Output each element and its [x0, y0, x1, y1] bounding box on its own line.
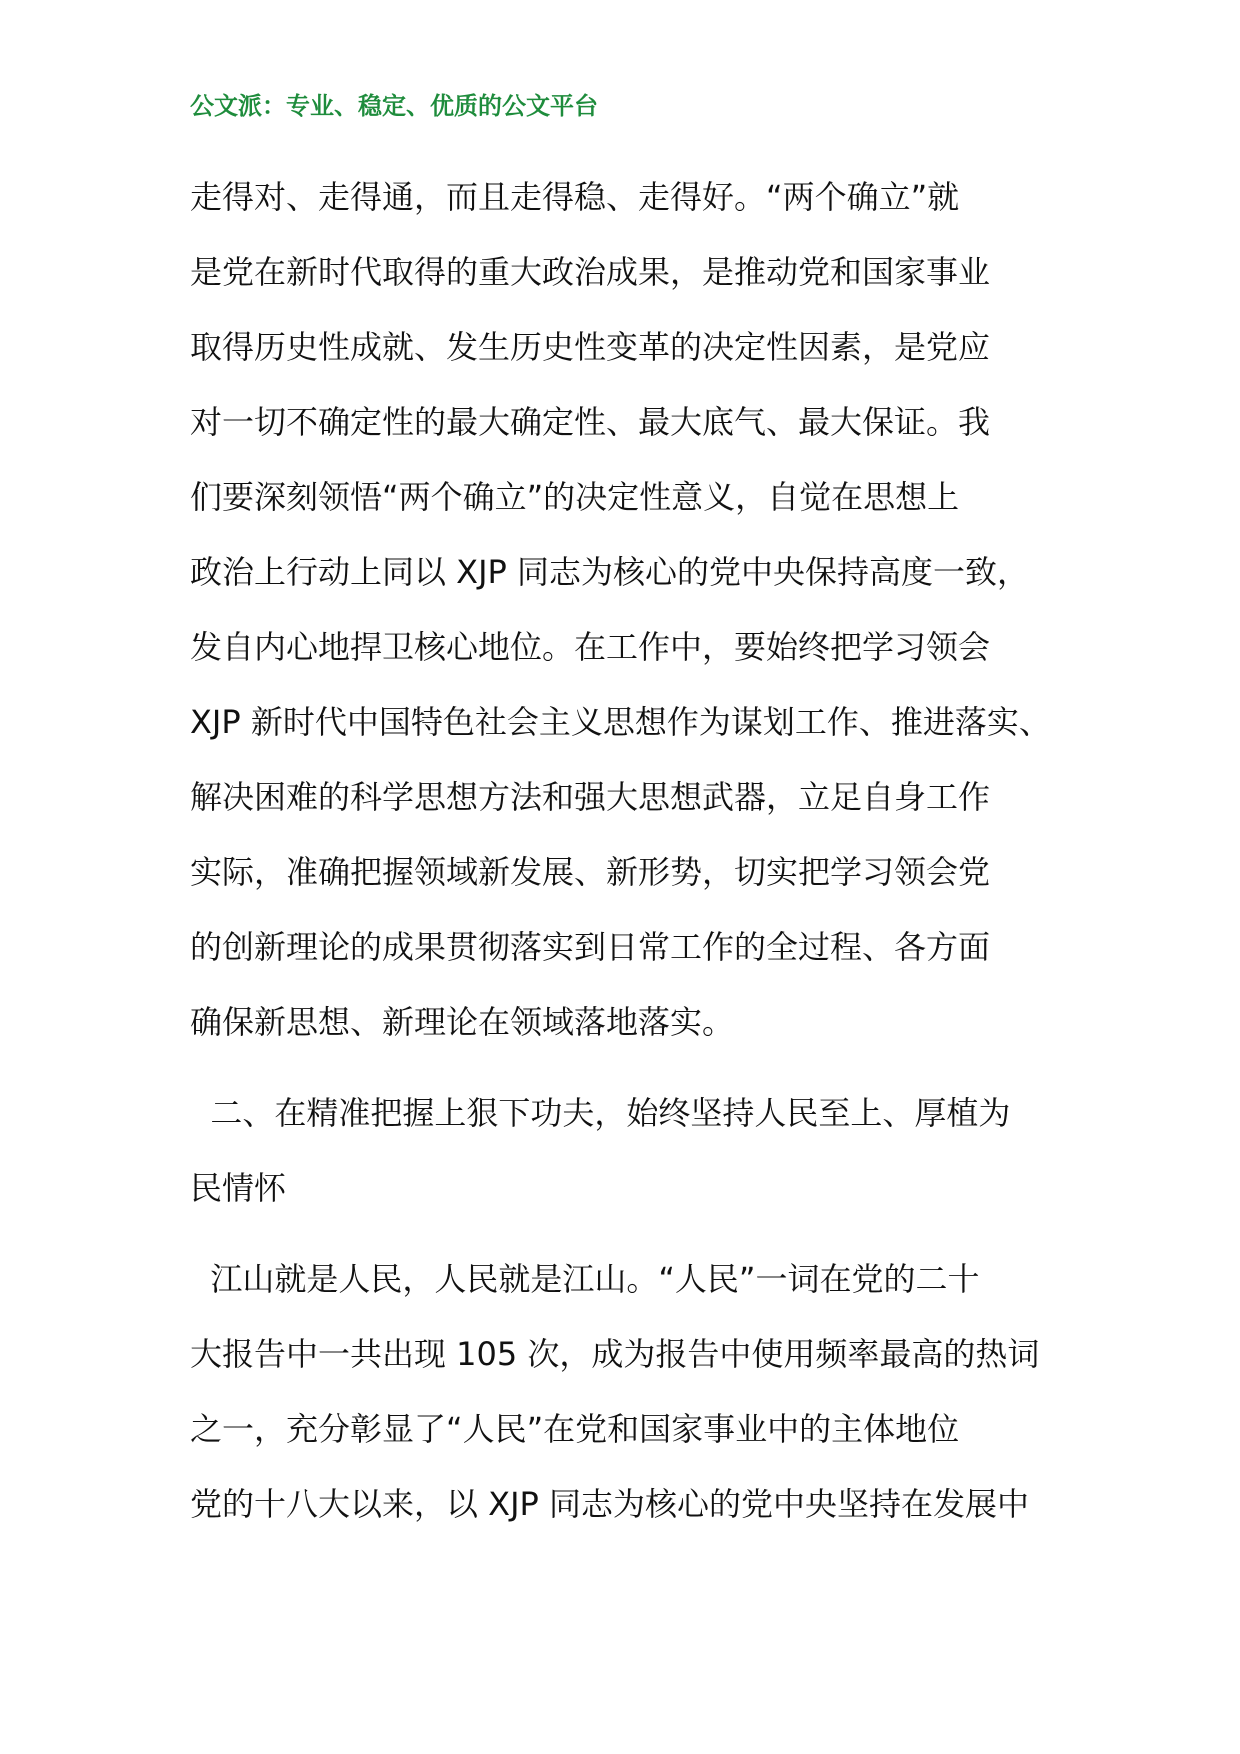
- heading-line: 民情怀: [190, 1169, 287, 1207]
- text-line: 确保新思想、新理论在领域落地落实。: [190, 1003, 735, 1041]
- text-line: 政治上行动上同以 XJP 同志为核心的党中央保持高度一致，: [190, 553, 1030, 591]
- text-line: 发自内心地捍卫核心地位。在工作中，要始终把学习领会: [190, 628, 991, 666]
- text-line: 实际，准确把握领域新发展、新形势，切实把学习领会党: [190, 853, 991, 891]
- section-heading: [190, 1076, 1090, 1226]
- text-line: XJP 新时代中国特色社会主义思想作为谋划工作、推进落实、: [190, 703, 1051, 741]
- paragraph-spacing: [190, 1060, 1090, 1076]
- text-line: 江山就是人民，人民就是江山。“人民”一词在党的二十: [190, 1260, 980, 1298]
- text-line: 走得对、走得通，而且走得稳、走得好。“两个确立”就: [190, 178, 960, 216]
- text-line: 对一切不确定性的最大确定性、最大底气、最大保证。我: [190, 403, 991, 441]
- text-line: 们要深刻领悟“两个确立”的决定性意义，自觉在思想上: [190, 478, 960, 516]
- paragraph-spacing: [190, 1226, 1090, 1242]
- text-line: 党的十八大以来，以 XJP 同志为核心的党中央坚持在发展中: [190, 1485, 1030, 1523]
- paragraph-3: [190, 1242, 1090, 1542]
- text-line: 之一，充分彰显了“人民”在党和国家事业中的主体地位: [190, 1410, 960, 1448]
- platform-header: 公文派：专业、稳定、优质的公文平台: [190, 92, 598, 120]
- document-body: [190, 160, 1090, 1542]
- text-line: 是党在新时代取得的重大政治成果，是推动党和国家事业: [190, 253, 991, 291]
- text-line: 的创新理论的成果贯彻落实到日常工作的全过程、各方面: [190, 928, 991, 966]
- text-line: 解决困难的科学思想方法和强大思想武器，立足自身工作: [190, 778, 991, 816]
- text-line: 取得历史性成就、发生历史性变革的决定性因素，是党应: [190, 328, 991, 366]
- text-line: 大报告中一共出现 105 次，成为报告中使用频率最高的热词: [190, 1335, 1040, 1373]
- paragraph-1: [190, 160, 1090, 1060]
- heading-line: 二、在精准把握上狠下功夫，始终坚持人民至上、厚植为: [190, 1094, 1011, 1132]
